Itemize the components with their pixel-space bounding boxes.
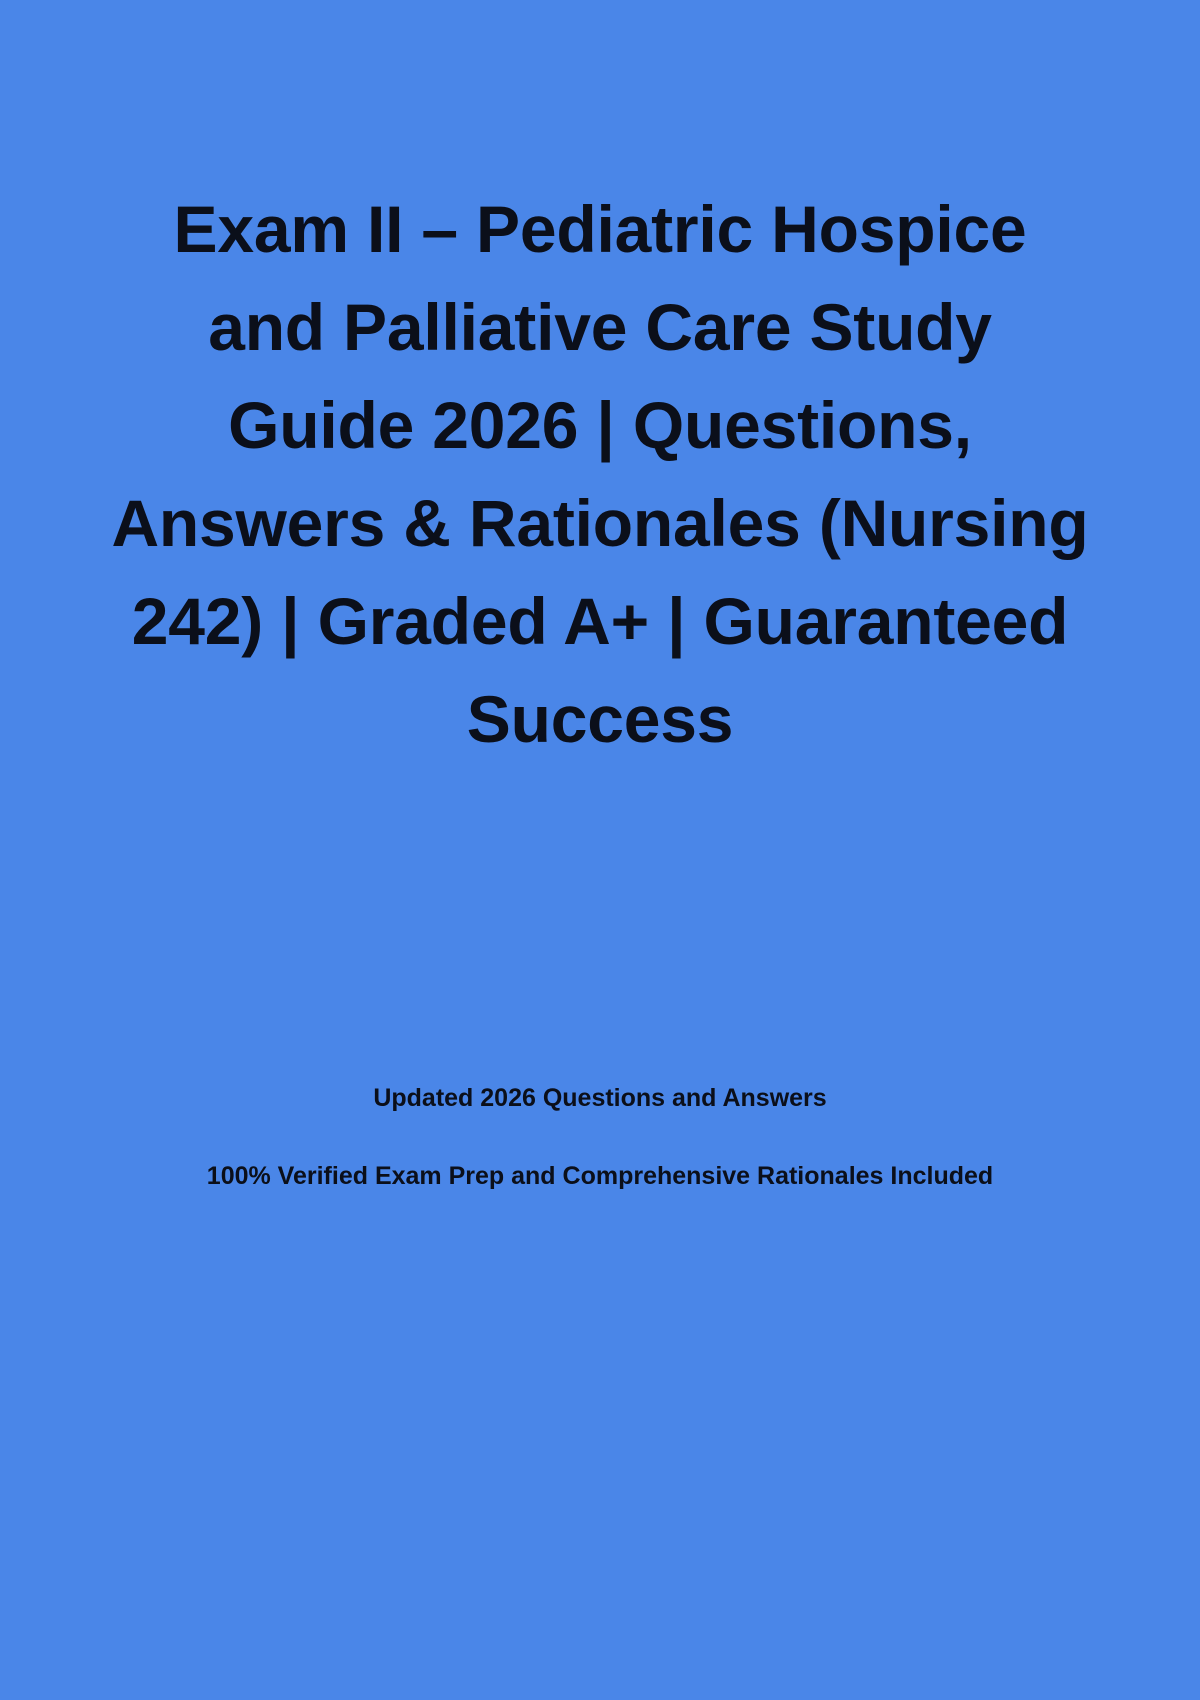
subtitle-block [180, 1078, 1020, 1196]
subtitle-updated: Updated 2026 Questions and Answers [373, 1084, 827, 1112]
document-title: Exam II – Pediatric Hospice and Palliative Care Study Guide 2026 | Questions, Answers & Rationales (Nursing 242) | Graded A+ | Guaranteed Success [111, 192, 1089, 756]
subtitle-verified: 100% Verified Exam Prep and Comprehensive Rationales Included [206, 1162, 994, 1190]
